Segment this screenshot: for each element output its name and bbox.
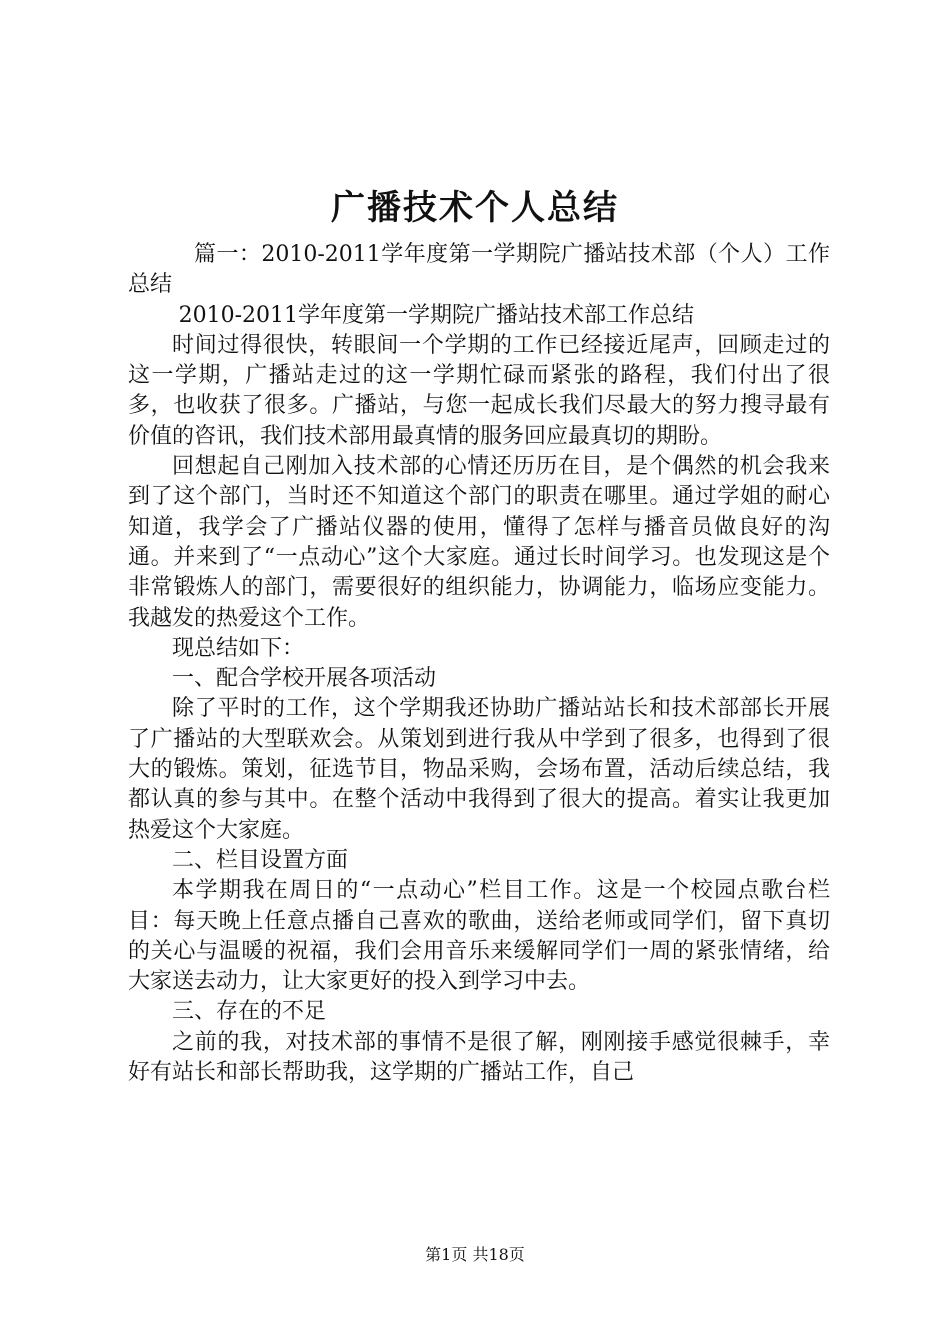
- paragraph: 2010-2011学年度第一学期院广播站技术部工作总结: [178, 302, 695, 328]
- paragraph: 除了平时的工作，这个学期我还协助广播站站长和技术部部长开展了广播站的大型联欢会。从策划到进行我从中学到了很多，也得到了很大的锻炼。策划，征选节目，物品采购，会场布置，活动后续总结，我都认真的参与其中。在整个活动中我得到了很大的提高。着实让我更加热爱这个大家庭。: [128, 696, 830, 843]
- document-title: 广播技术个人总结: [331, 188, 619, 228]
- document-body: [128, 240, 830, 1088]
- paragraph: 时间过得很快，转眼间一个学期的工作已经接近尾声，回顾走过的这一学期，广播站走过的这一学期忙碌而紧张的路程，我们付出了很多，也收获了很多。广播站，与您一起成长我们尽最大的努力搜寻最有价值的咨讯，我们技术部用最真情的服务回应最真切的期盼。: [128, 332, 830, 449]
- paragraph: 篇一：2010-2011学年度第一学期院广播站技术部（个人）工作总结: [128, 242, 830, 298]
- paragraph: 回想起自己刚加入技术部的心情还历历在目，是个偶然的机会我来到了这个部门，当时还不知道这个部门的职责在哪里。通过学姐的耐心知道，我学会了广播站仪器的使用，懂得了怎样与播音员做良好的沟通。并来到了“一点动心”这个大家庭。通过长时间学习。也发现这是个非常锻炼人的部门，需要很好的组织能力，协调能力，临场应变能力。我越发的热爱这个工作。: [128, 454, 830, 631]
- section-heading: 一、配合学校开展各项活动: [172, 666, 437, 692]
- section-heading: 二、栏目设置方面: [172, 847, 349, 873]
- paragraph: 本学期我在周日的“一点动心”栏目工作。这是一个校园点歌台栏目：每天晚上任意点播自己喜欢的歌曲，送给老师或同学们，留下真切的关心与温暖的祝福，我们会用音乐来缓解同学们一周的紧张情绪，给大家送去动力，让大家更好的投入到学习中去。: [128, 878, 830, 995]
- paragraph: 现总结如下：: [172, 635, 305, 661]
- paragraph: 之前的我，对技术部的事情不是很了解，刚刚接手感觉很棘手，幸好有站长和部长帮助我，这学期的广播站工作，自己: [128, 1029, 830, 1086]
- section-heading: 三、存在的不足: [172, 999, 327, 1025]
- page-footer: 第1页 共18页: [425, 1245, 525, 1264]
